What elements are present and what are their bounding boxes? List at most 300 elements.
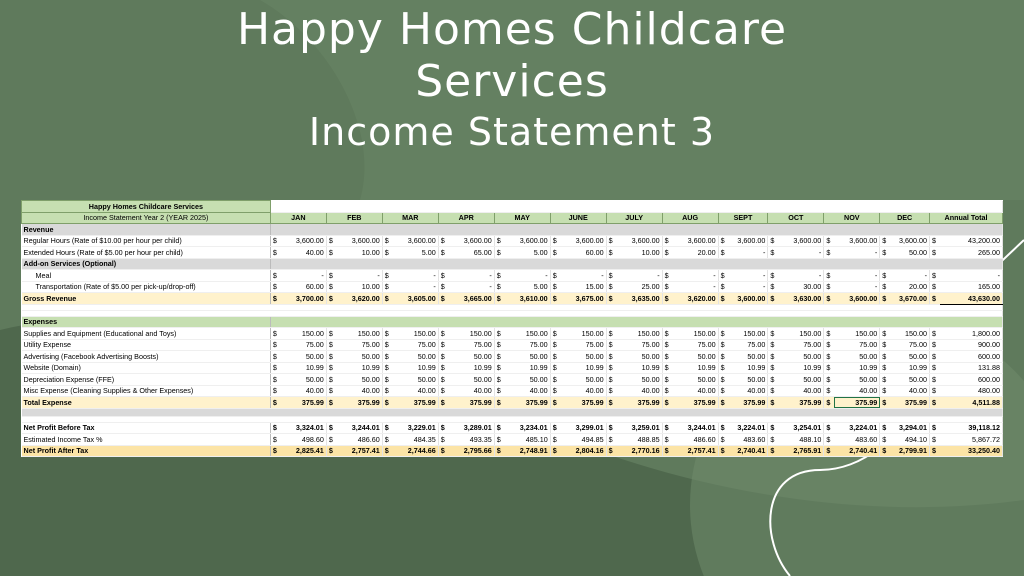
- currency-symbol: $: [438, 328, 448, 340]
- value-cell[interactable]: 25.00: [617, 281, 663, 293]
- value-cell[interactable]: 3,670.00: [890, 293, 929, 305]
- currency-symbol: $: [438, 293, 448, 305]
- company-name-cell[interactable]: Happy Homes Childcare Services: [22, 201, 271, 213]
- currency-symbol: $: [326, 247, 336, 259]
- currency-symbol: $: [662, 339, 672, 351]
- value-cell[interactable]: 75.00: [449, 339, 495, 351]
- value-cell[interactable]: 10.99: [617, 362, 663, 374]
- value-cell[interactable]: 75.00: [281, 339, 327, 351]
- value-cell[interactable]: 3,299.01: [561, 422, 607, 434]
- value-cell[interactable]: 150.00: [834, 328, 880, 340]
- currency-symbol: $: [662, 422, 672, 434]
- currency-symbol: $: [438, 397, 448, 409]
- month-header-may[interactable]: MAY: [494, 212, 550, 224]
- value-cell[interactable]: 150.00: [505, 328, 551, 340]
- value-cell[interactable]: 10.99: [834, 362, 880, 374]
- value-cell[interactable]: 486.60: [672, 434, 718, 446]
- currency-symbol: $: [880, 362, 890, 374]
- month-header-july[interactable]: JULY: [606, 212, 662, 224]
- value-cell[interactable]: 3,324.01: [281, 422, 327, 434]
- value-cell[interactable]: -: [834, 281, 880, 293]
- value-cell[interactable]: 493.35: [449, 434, 495, 446]
- total-cell[interactable]: 600.00: [940, 374, 1003, 386]
- row-label[interactable]: Estimated Income Tax %: [22, 434, 271, 446]
- value-cell[interactable]: -: [393, 270, 439, 282]
- value-cell[interactable]: -: [778, 247, 824, 259]
- currency-symbol: $: [930, 422, 940, 434]
- currency-symbol: $: [494, 328, 504, 340]
- currency-symbol: $: [718, 270, 728, 282]
- value-cell[interactable]: 20.00: [672, 247, 718, 259]
- currency-symbol: $: [930, 374, 940, 386]
- value-cell[interactable]: 75.00: [617, 339, 663, 351]
- value-cell[interactable]: 150.00: [281, 328, 327, 340]
- currency-symbol: $: [550, 339, 560, 351]
- month-header-nov[interactable]: NOV: [824, 212, 880, 224]
- value-cell[interactable]: 50.00: [728, 374, 767, 386]
- value-cell[interactable]: 3,254.01: [778, 422, 824, 434]
- value-cell[interactable]: 40.00: [281, 385, 327, 397]
- total-cell[interactable]: -: [940, 270, 1003, 282]
- value-cell[interactable]: 2,740.41: [728, 445, 767, 457]
- value-cell[interactable]: 150.00: [561, 328, 607, 340]
- currency-symbol: $: [494, 270, 504, 282]
- value-cell[interactable]: -: [834, 247, 880, 259]
- row-label[interactable]: Advertising (Facebook Advertising Boosts): [22, 351, 271, 363]
- value-cell[interactable]: 50.00: [281, 374, 327, 386]
- value-cell[interactable]: 40.00: [617, 385, 663, 397]
- value-cell[interactable]: -: [281, 270, 327, 282]
- row-label[interactable]: Gross Revenue: [22, 293, 271, 305]
- value-cell[interactable]: 3,620.00: [672, 293, 718, 305]
- currency-symbol: $: [718, 422, 728, 434]
- value-cell[interactable]: 5.00: [505, 281, 551, 293]
- value-cell[interactable]: 483.60: [834, 434, 880, 446]
- row-label[interactable]: Net Profit Before Tax: [22, 422, 271, 434]
- value-cell[interactable]: 60.00: [561, 247, 607, 259]
- slide-title-block: [0, 4, 1024, 154]
- total-cell[interactable]: 900.00: [940, 339, 1003, 351]
- value-cell[interactable]: 3,600.00: [449, 235, 495, 247]
- value-cell[interactable]: 3,600.00: [281, 235, 327, 247]
- currency-symbol: $: [606, 445, 616, 457]
- row-label[interactable]: Total Expense: [22, 397, 271, 409]
- value-cell[interactable]: 10.00: [337, 247, 383, 259]
- value-cell[interactable]: 60.00: [281, 281, 327, 293]
- value-cell[interactable]: 50.00: [393, 374, 439, 386]
- row-label[interactable]: Net Profit After Tax: [22, 445, 271, 457]
- value-cell[interactable]: 3,675.00: [561, 293, 607, 305]
- value-cell[interactable]: 150.00: [337, 328, 383, 340]
- value-cell[interactable]: 483.60: [728, 434, 767, 446]
- value-cell[interactable]: 3,600.00: [337, 235, 383, 247]
- month-header-sept[interactable]: SEPT: [718, 212, 768, 224]
- total-cell[interactable]: 265.00: [940, 247, 1003, 259]
- currency-symbol: $: [768, 445, 778, 457]
- currency-symbol: $: [550, 247, 560, 259]
- value-cell[interactable]: 50.00: [672, 374, 718, 386]
- value-cell[interactable]: 5.00: [393, 247, 439, 259]
- value-cell[interactable]: 10.99: [505, 362, 551, 374]
- value-cell[interactable]: 50.00: [561, 374, 607, 386]
- currency-symbol: $: [606, 397, 616, 409]
- value-cell[interactable]: -: [728, 247, 767, 259]
- value-cell[interactable]: 10.00: [617, 247, 663, 259]
- currency-symbol: $: [438, 339, 448, 351]
- value-cell[interactable]: 375.99: [281, 397, 327, 409]
- value-cell[interactable]: 2,757.41: [337, 445, 383, 457]
- total-cell[interactable]: 600.00: [940, 351, 1003, 363]
- value-cell[interactable]: 2,804.16: [561, 445, 607, 457]
- total-cell[interactable]: 1,800.00: [940, 328, 1003, 340]
- value-cell[interactable]: 50.00: [890, 247, 929, 259]
- value-cell[interactable]: -: [617, 270, 663, 282]
- value-cell[interactable]: -: [728, 281, 767, 293]
- month-header-mar[interactable]: MAR: [382, 212, 438, 224]
- value-cell[interactable]: 150.00: [617, 328, 663, 340]
- currency-symbol: $: [930, 339, 940, 351]
- value-cell[interactable]: 3,630.00: [778, 293, 824, 305]
- value-cell[interactable]: 10.99: [281, 362, 327, 374]
- month-header-aug[interactable]: AUG: [662, 212, 718, 224]
- row-website: [22, 362, 1003, 374]
- value-cell[interactable]: -: [449, 281, 495, 293]
- value-cell[interactable]: 150.00: [778, 328, 824, 340]
- value-cell[interactable]: 50.00: [337, 351, 383, 363]
- value-cell[interactable]: 50.00: [672, 351, 718, 363]
- value-cell[interactable]: 3,294.01: [890, 422, 929, 434]
- value-cell[interactable]: 3,244.01: [672, 422, 718, 434]
- value-cell[interactable]: 40.00: [393, 385, 439, 397]
- value-cell[interactable]: 40.00: [281, 247, 327, 259]
- currency-symbol: $: [606, 385, 616, 397]
- empty-cell[interactable]: [22, 408, 1003, 416]
- value-cell[interactable]: 150.00: [890, 328, 929, 340]
- value-cell[interactable]: 3,600.00: [728, 235, 767, 247]
- value-cell[interactable]: 75.00: [728, 339, 767, 351]
- blank-row: [22, 408, 1003, 416]
- row-label[interactable]: Depreciation Expense (FFE): [22, 374, 271, 386]
- value-cell[interactable]: 50.00: [505, 374, 551, 386]
- value-cell[interactable]: 10.99: [890, 362, 929, 374]
- currency-symbol: $: [494, 293, 504, 305]
- value-cell[interactable]: 40.00: [778, 385, 824, 397]
- currency-symbol: $: [550, 362, 560, 374]
- currency-symbol: $: [824, 374, 834, 386]
- row-label[interactable]: Utility Expense: [22, 339, 271, 351]
- value-cell[interactable]: 3,600.00: [728, 293, 767, 305]
- row-gross: [22, 293, 1003, 305]
- total-cell[interactable]: 39,118.12: [940, 422, 1003, 434]
- row-advertising: [22, 351, 1003, 363]
- value-cell[interactable]: -: [672, 270, 718, 282]
- row-label[interactable]: Misc Expense (Cleaning Supplies & Other Expenses): [22, 385, 271, 397]
- value-cell[interactable]: 3,700.00: [281, 293, 327, 305]
- currency-symbol: $: [880, 328, 890, 340]
- value-cell[interactable]: 3,600.00: [778, 235, 824, 247]
- value-cell[interactable]: -: [834, 270, 880, 282]
- value-cell[interactable]: 50.00: [778, 351, 824, 363]
- value-cell[interactable]: 50.00: [561, 351, 607, 363]
- value-cell[interactable]: 375.99: [834, 397, 880, 409]
- total-cell[interactable]: 33,250.40: [940, 445, 1003, 457]
- total-cell[interactable]: 43,200.00: [940, 235, 1003, 247]
- value-cell[interactable]: 3,665.00: [449, 293, 495, 305]
- currency-symbol: $: [270, 351, 280, 363]
- value-cell[interactable]: 50.00: [890, 351, 929, 363]
- value-cell[interactable]: 3,605.00: [393, 293, 439, 305]
- value-cell[interactable]: 40.00: [505, 385, 551, 397]
- value-cell[interactable]: 75.00: [393, 339, 439, 351]
- value-cell[interactable]: 3,600.00: [834, 235, 880, 247]
- currency-symbol: $: [768, 351, 778, 363]
- value-cell[interactable]: 10.99: [778, 362, 824, 374]
- value-cell[interactable]: 494.10: [890, 434, 929, 446]
- value-cell[interactable]: 2,757.41: [672, 445, 718, 457]
- value-cell[interactable]: 485.10: [505, 434, 551, 446]
- currency-symbol: $: [382, 422, 392, 434]
- value-cell[interactable]: 10.99: [561, 362, 607, 374]
- value-cell[interactable]: 375.99: [672, 397, 718, 409]
- value-cell[interactable]: 375.99: [449, 397, 495, 409]
- value-cell[interactable]: 50.00: [617, 351, 663, 363]
- currency-symbol: $: [326, 362, 336, 374]
- value-cell[interactable]: 10.99: [728, 362, 767, 374]
- value-cell[interactable]: -: [672, 281, 718, 293]
- value-cell[interactable]: 3,259.01: [617, 422, 663, 434]
- total-cell[interactable]: 480.00: [940, 385, 1003, 397]
- value-cell[interactable]: 50.00: [449, 374, 495, 386]
- value-cell[interactable]: 3,224.01: [728, 422, 767, 434]
- row-label[interactable]: Transportation (Rate of $5.00 per pick-up/drop-off): [22, 281, 271, 293]
- currency-symbol: $: [718, 351, 728, 363]
- empty-cell[interactable]: [270, 224, 1002, 236]
- value-cell[interactable]: 3,224.01: [834, 422, 880, 434]
- value-cell[interactable]: 488.85: [617, 434, 663, 446]
- total-cell[interactable]: 4,511.88: [940, 397, 1003, 409]
- currency-symbol: $: [768, 385, 778, 397]
- value-cell[interactable]: 375.99: [890, 397, 929, 409]
- currency-symbol: $: [438, 385, 448, 397]
- row-depreciation: [22, 374, 1003, 386]
- value-cell[interactable]: 484.35: [393, 434, 439, 446]
- value-cell[interactable]: -: [890, 270, 929, 282]
- row-label[interactable]: Regular Hours (Rate of $10.00 per hour per child): [22, 235, 271, 247]
- value-cell[interactable]: 3,600.00: [672, 235, 718, 247]
- value-cell[interactable]: -: [778, 270, 824, 282]
- value-cell[interactable]: 3,234.01: [505, 422, 551, 434]
- value-cell[interactable]: 65.00: [449, 247, 495, 259]
- value-cell[interactable]: 15.00: [561, 281, 607, 293]
- value-cell[interactable]: 75.00: [505, 339, 551, 351]
- value-cell[interactable]: 3,289.01: [449, 422, 495, 434]
- value-cell[interactable]: 75.00: [672, 339, 718, 351]
- value-cell[interactable]: 40.00: [890, 385, 929, 397]
- value-cell[interactable]: 20.00: [890, 281, 929, 293]
- value-cell[interactable]: 2,799.91: [890, 445, 929, 457]
- value-cell[interactable]: -: [505, 270, 551, 282]
- value-cell[interactable]: 3,620.00: [337, 293, 383, 305]
- value-cell[interactable]: 50.00: [890, 374, 929, 386]
- currency-symbol: $: [930, 293, 940, 305]
- value-cell[interactable]: 486.60: [337, 434, 383, 446]
- currency-symbol: $: [662, 385, 672, 397]
- value-cell[interactable]: 2,765.91: [778, 445, 824, 457]
- value-cell[interactable]: -: [337, 270, 383, 282]
- value-cell[interactable]: 150.00: [672, 328, 718, 340]
- total-cell[interactable]: 43,630.00: [940, 293, 1003, 305]
- value-cell[interactable]: 10.00: [337, 281, 383, 293]
- currency-symbol: $: [662, 362, 672, 374]
- currency-symbol: $: [768, 434, 778, 446]
- value-cell[interactable]: 3,244.01: [337, 422, 383, 434]
- currency-symbol: $: [824, 339, 834, 351]
- month-header-apr[interactable]: APR: [438, 212, 494, 224]
- value-cell[interactable]: 375.99: [778, 397, 824, 409]
- value-cell[interactable]: 50.00: [778, 374, 824, 386]
- currency-symbol: $: [270, 374, 280, 386]
- currency-symbol: $: [550, 270, 560, 282]
- total-cell[interactable]: 165.00: [940, 281, 1003, 293]
- value-cell[interactable]: 2,740.41: [834, 445, 880, 457]
- value-cell[interactable]: 10.99: [393, 362, 439, 374]
- value-cell[interactable]: -: [728, 270, 767, 282]
- value-cell[interactable]: 3,600.00: [505, 235, 551, 247]
- currency-symbol: $: [382, 445, 392, 457]
- month-header-feb[interactable]: FEB: [326, 212, 382, 224]
- currency-symbol: $: [270, 434, 280, 446]
- expenses-section-label[interactable]: Expenses: [22, 316, 271, 328]
- value-cell[interactable]: 3,600.00: [617, 235, 663, 247]
- value-cell[interactable]: 3,635.00: [617, 293, 663, 305]
- value-cell[interactable]: 375.99: [728, 397, 767, 409]
- currency-symbol: $: [880, 235, 890, 247]
- value-cell[interactable]: 40.00: [337, 385, 383, 397]
- value-cell[interactable]: 75.00: [778, 339, 824, 351]
- currency-symbol: $: [494, 374, 504, 386]
- value-cell[interactable]: 50.00: [281, 351, 327, 363]
- value-cell[interactable]: 2,744.66: [393, 445, 439, 457]
- currency-symbol: $: [326, 434, 336, 446]
- addon-section-label[interactable]: Add-on Services (Optional): [22, 258, 271, 270]
- value-cell[interactable]: 375.99: [337, 397, 383, 409]
- month-header-jan[interactable]: JAN: [270, 212, 326, 224]
- value-cell[interactable]: 75.00: [561, 339, 607, 351]
- value-cell[interactable]: 3,610.00: [505, 293, 551, 305]
- value-cell[interactable]: 3,600.00: [393, 235, 439, 247]
- value-cell[interactable]: -: [449, 270, 495, 282]
- value-cell[interactable]: 375.99: [561, 397, 607, 409]
- annual-total-header[interactable]: Annual Total: [930, 212, 1003, 224]
- value-cell[interactable]: 2,748.91: [505, 445, 551, 457]
- value-cell[interactable]: 498.60: [281, 434, 327, 446]
- value-cell[interactable]: 40.00: [561, 385, 607, 397]
- value-cell[interactable]: 375.99: [505, 397, 551, 409]
- currency-symbol: $: [494, 281, 504, 293]
- value-cell[interactable]: 10.99: [449, 362, 495, 374]
- empty-cell[interactable]: [270, 316, 1002, 328]
- value-cell[interactable]: 75.00: [834, 339, 880, 351]
- month-header-oct[interactable]: OCT: [768, 212, 824, 224]
- value-cell[interactable]: 10.99: [337, 362, 383, 374]
- row-extended: [22, 247, 1003, 259]
- value-cell[interactable]: 375.99: [617, 397, 663, 409]
- value-cell[interactable]: 150.00: [393, 328, 439, 340]
- value-cell[interactable]: -: [561, 270, 607, 282]
- currency-symbol: $: [438, 351, 448, 363]
- month-header-dec[interactable]: DEC: [880, 212, 930, 224]
- value-cell[interactable]: 50.00: [449, 351, 495, 363]
- value-cell[interactable]: 40.00: [728, 385, 767, 397]
- value-cell[interactable]: 50.00: [728, 351, 767, 363]
- value-cell[interactable]: 150.00: [449, 328, 495, 340]
- value-cell[interactable]: 2,770.16: [617, 445, 663, 457]
- value-cell[interactable]: 3,229.01: [393, 422, 439, 434]
- currency-symbol: $: [880, 293, 890, 305]
- value-cell[interactable]: 3,600.00: [834, 293, 880, 305]
- currency-symbol: $: [662, 351, 672, 363]
- value-cell[interactable]: 40.00: [449, 385, 495, 397]
- currency-symbol: $: [824, 422, 834, 434]
- currency-symbol: $: [382, 293, 392, 305]
- empty-cell[interactable]: [270, 201, 1002, 213]
- value-cell[interactable]: 375.99: [393, 397, 439, 409]
- value-cell[interactable]: 30.00: [778, 281, 824, 293]
- value-cell[interactable]: 5.00: [505, 247, 551, 259]
- month-header-june[interactable]: JUNE: [550, 212, 606, 224]
- value-cell[interactable]: 10.99: [672, 362, 718, 374]
- value-cell[interactable]: 2,795.66: [449, 445, 495, 457]
- row-label[interactable]: Website (Domain): [22, 362, 271, 374]
- value-cell[interactable]: 50.00: [505, 351, 551, 363]
- value-cell[interactable]: 50.00: [834, 374, 880, 386]
- value-cell[interactable]: 50.00: [617, 374, 663, 386]
- currency-symbol: $: [326, 270, 336, 282]
- statement-label-cell[interactable]: Income Statement Year 2 (YEAR 2025): [22, 212, 271, 224]
- value-cell[interactable]: 150.00: [728, 328, 767, 340]
- value-cell[interactable]: 50.00: [393, 351, 439, 363]
- row-label[interactable]: Extended Hours (Rate of $5.00 per hour per child): [22, 247, 271, 259]
- empty-cell[interactable]: [270, 258, 1002, 270]
- value-cell[interactable]: 3,600.00: [561, 235, 607, 247]
- row-label[interactable]: Supplies and Equipment (Educational and Toys): [22, 328, 271, 340]
- currency-symbol: $: [326, 293, 336, 305]
- currency-symbol: $: [382, 247, 392, 259]
- revenue-section-label[interactable]: Revenue: [22, 224, 271, 236]
- value-cell[interactable]: 40.00: [672, 385, 718, 397]
- value-cell[interactable]: 3,600.00: [890, 235, 929, 247]
- currency-symbol: $: [606, 328, 616, 340]
- value-cell[interactable]: 2,825.41: [281, 445, 327, 457]
- currency-symbol: $: [768, 293, 778, 305]
- value-cell[interactable]: 50.00: [337, 374, 383, 386]
- currency-symbol: $: [824, 397, 834, 409]
- value-cell[interactable]: 75.00: [890, 339, 929, 351]
- total-cell[interactable]: 131.88: [940, 362, 1003, 374]
- value-cell[interactable]: 40.00: [834, 385, 880, 397]
- value-cell[interactable]: 488.10: [778, 434, 824, 446]
- total-cell[interactable]: 5,867.72: [940, 434, 1003, 446]
- currency-symbol: $: [662, 328, 672, 340]
- value-cell[interactable]: 75.00: [337, 339, 383, 351]
- header-row: [22, 212, 1003, 224]
- row-meal: [22, 270, 1003, 282]
- value-cell[interactable]: 494.85: [561, 434, 607, 446]
- currency-symbol: $: [438, 281, 448, 293]
- value-cell[interactable]: -: [393, 281, 439, 293]
- row-label[interactable]: Meal: [22, 270, 271, 282]
- value-cell[interactable]: 50.00: [834, 351, 880, 363]
